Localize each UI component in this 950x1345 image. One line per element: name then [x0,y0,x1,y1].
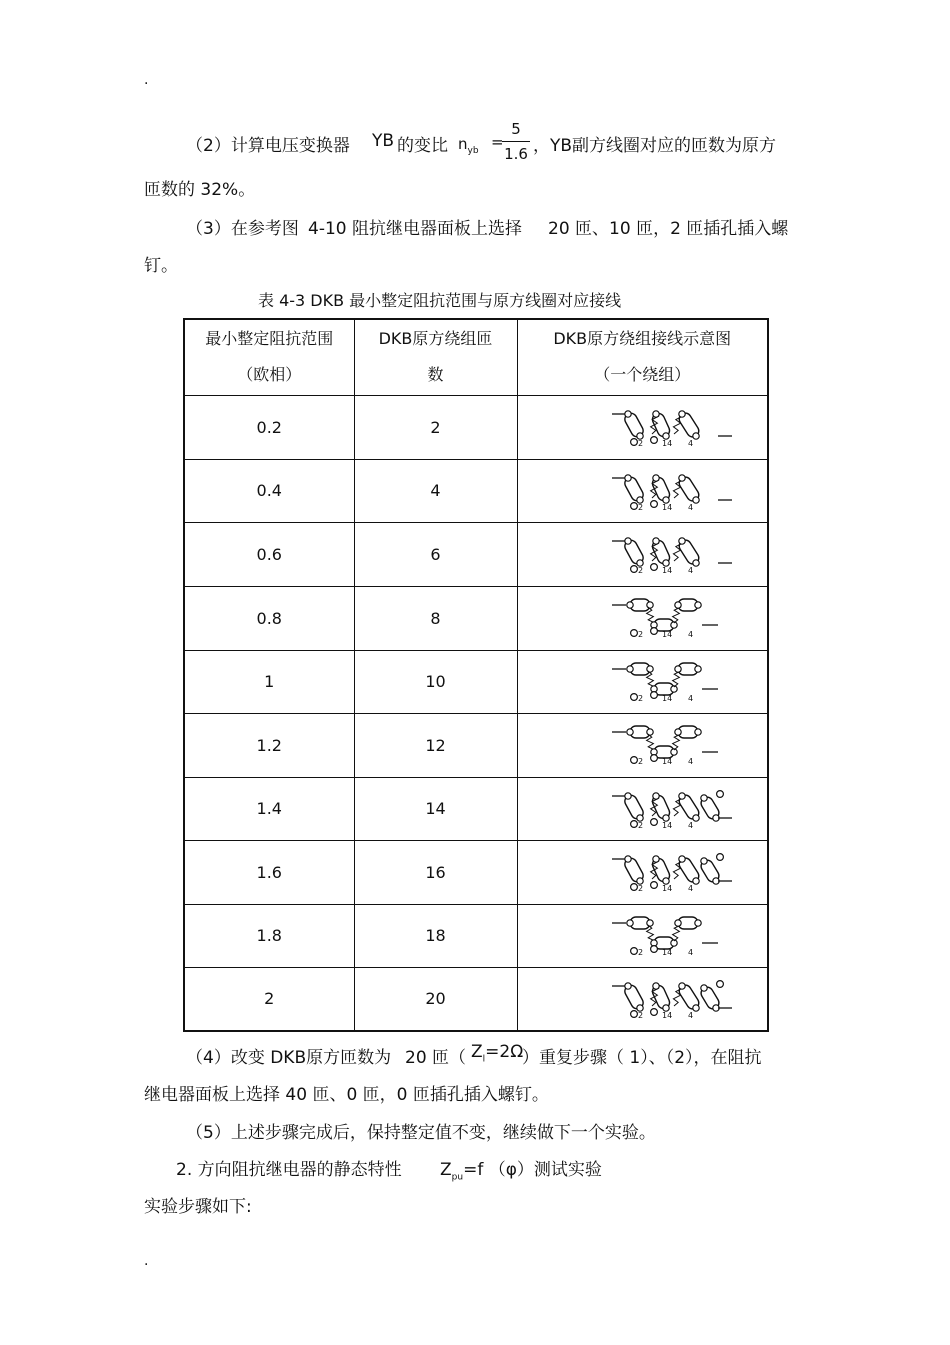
coil-mark [626,726,652,738]
para3-part-c: 20 匝、10 匝，2 匝插孔插入螺 [548,219,789,239]
tap-terminal [630,757,637,764]
tap-terminal [650,628,657,635]
wiring-diagram [608,468,738,514]
table-row [184,967,768,1031]
tap-label: 4 [687,566,693,575]
cell-range: 2 [184,967,354,1031]
tap-label: 2 [637,693,643,703]
tap-label: 14 [661,757,672,766]
tap-terminal [716,980,723,987]
section2-rest: =f （φ）测试实验 [463,1160,602,1180]
cell-wiring-diagram [517,967,768,1031]
tap-label: 14 [661,439,672,448]
table-body [184,395,768,1031]
cell-turns: 8 [354,586,517,650]
para4-part-a: （4）改变 DKB原方匝数为 [186,1048,392,1068]
tap-label: 14 [661,884,672,893]
cell-range: 1.4 [184,777,354,840]
para2-yb: YB [372,131,395,151]
cell-range: 0.4 [184,459,354,522]
para3-line2: 钉。 [144,256,178,276]
table-row [184,650,768,713]
tap-label: 2 [637,566,643,575]
tap-label: 14 [661,947,672,957]
section2-z: Z [440,1160,452,1180]
coil-mark [674,726,700,738]
fraction-denominator: 1.6 [504,145,528,163]
coil-mark [676,474,700,502]
wiring-diagram [608,595,738,641]
ratio-symbol [458,135,479,156]
ratio-fraction [502,120,530,166]
table-row [184,840,768,904]
coil-mark [698,985,720,1011]
cell-wiring-diagram [517,522,768,586]
coil-mark [674,917,700,929]
cell-turns: 6 [354,522,517,586]
cell-wiring-diagram [517,586,768,650]
tap-label: 2 [637,1010,643,1020]
coil-mark [676,411,700,439]
tap-terminal [716,854,723,861]
tap-terminal [716,790,723,797]
cell-turns: 20 [354,967,517,1031]
para3-part-b: 4-10 阻抗继电器面板上选择 [308,219,522,239]
cell-turns: 4 [354,459,517,522]
header-range-line2: （欧相） [237,365,302,385]
cell-turns: 2 [354,395,517,459]
header-diagram-line1: DKB原方绕组接线示意图 [553,329,732,349]
cell-turns: 12 [354,713,517,777]
tap-terminal [650,818,657,825]
table-header-row [184,319,768,395]
cell-wiring-diagram [517,777,768,840]
para4-line2: 继电器面板上选择 40 匝、0 匝，0 匝插孔插入螺钉。 [144,1085,549,1105]
tap-label: 4 [687,502,693,512]
coil-mark [676,856,700,884]
cell-range: 1 [184,650,354,713]
table-row [184,713,768,777]
cell-turns: 10 [354,650,517,713]
para4-part-b: 20 匝（ [405,1048,467,1068]
tap-terminal [650,691,657,698]
coil-mark [674,599,700,611]
coil-mark [622,792,645,820]
table-row [184,459,768,522]
wiring-diagram [608,913,738,959]
header-turns [354,319,517,395]
para2-prefix: （2）计算电压变换器 [186,136,350,156]
cell-wiring-diagram [517,395,768,459]
coil-mark [650,856,671,884]
coil-mark [676,538,700,566]
tap-terminal [630,502,637,509]
wiring-diagram [608,722,738,768]
impedance-table [183,318,769,1032]
table-caption: 表 4-3 DKB 最小整定阻抗范围与原方线圈对应接线 [258,291,622,310]
tap-terminal [630,566,637,573]
coil-mark [622,411,645,439]
cell-turns: 14 [354,777,517,840]
paragraph-5: （5）上述步骤完成后，保持整定值不变，继续做下一个实验。 [186,1123,656,1143]
para2-mid: 的变比 [397,136,448,156]
wiring-diagram [608,531,738,577]
cell-turns: 16 [354,840,517,904]
para4-part-c: ）重复步骤（ 1）、（2），在阻抗 [522,1048,762,1068]
tap-terminal [630,820,637,827]
ratio-n: n [458,135,468,153]
fraction-numerator: 5 [511,120,521,138]
tap-label: 4 [687,884,693,893]
tap-label: 4 [687,820,693,830]
header-diagram [517,319,768,395]
coil-mark [650,983,671,1011]
cell-wiring-diagram [517,713,768,777]
tap-terminal [650,882,657,889]
wiring-diagram [608,976,738,1022]
tap-label: 14 [661,820,672,830]
tap-label: 2 [637,947,643,957]
cell-range: 1.6 [184,840,354,904]
table-row [184,522,768,586]
para2-line2: 匝数的 32%。 [144,180,256,200]
header-turns-line2: 数 [427,365,444,385]
table-row [184,586,768,650]
coil-mark [626,599,652,611]
tap-terminal [650,755,657,762]
steps-intro: 实验步骤如下: [144,1197,252,1217]
para3-part-a: （3）在参考图 [186,219,299,239]
tap-label: 2 [637,757,643,766]
coil-mark [650,411,671,439]
tap-label: 2 [637,630,643,639]
tap-label: 2 [637,884,643,893]
tap-label: 14 [661,693,672,703]
table-row [184,904,768,967]
coil-mark [622,538,645,566]
coil-mark [622,983,645,1011]
tap-label: 2 [637,439,643,448]
tap-terminal [630,1010,637,1017]
coil-mark [698,858,720,884]
tap-label: 4 [687,630,693,639]
para2-suffix: ，YB副方线圈对应的匝数为原方 [533,136,777,156]
tap-label: 14 [661,502,672,512]
section2-zpu [440,1155,602,1182]
header-turns-line1: DKB原方绕组匝 [378,329,493,349]
tap-label: 2 [637,820,643,830]
tap-terminal [630,630,637,637]
wiring-diagram [608,659,738,705]
tap-label: 4 [687,439,693,448]
coil-mark [622,474,645,502]
coil-mark [650,538,671,566]
coil-mark [626,917,652,929]
tap-terminal [630,947,637,954]
tap-label: 4 [687,947,693,957]
tap-terminal [630,439,637,446]
table-row [184,777,768,840]
coil-mark [622,856,645,884]
impedance-z: Z [471,1042,483,1062]
cell-range: 0.6 [184,522,354,586]
cell-range: 1.2 [184,713,354,777]
cell-wiring-diagram [517,459,768,522]
tap-terminal [650,945,657,952]
ratio-n-sub: yb [467,146,479,156]
tap-label: 14 [661,630,672,639]
coil-mark [676,792,700,820]
tap-terminal [650,564,657,571]
section2-z-sub: pu [451,1172,464,1183]
header-diagram-line2: （一个绕组） [594,365,691,385]
coil-mark [650,474,671,502]
impedance-symbol [471,1042,523,1064]
tap-label: 4 [687,693,693,703]
coil-mark [650,792,671,820]
coil-mark [626,663,652,675]
wiring-diagram [608,849,738,895]
tap-label: 14 [661,566,672,575]
tap-terminal [630,884,637,891]
cell-wiring-diagram [517,904,768,967]
impedance-z-sub: l [482,1054,486,1065]
tap-terminal [650,500,657,507]
cell-range: 0.8 [184,586,354,650]
tap-terminal [650,437,657,444]
wiring-diagram [608,786,738,832]
header-range [184,319,354,395]
coil-mark [698,794,720,820]
tap-label: 2 [637,502,643,512]
coil-mark [674,663,700,675]
cell-wiring-diagram [517,840,768,904]
section2-title: 2. 方向阻抗继电器的静态特性 [176,1160,402,1180]
cell-range: 0.2 [184,395,354,459]
wiring-diagram [608,404,738,450]
tap-terminal [650,1008,657,1015]
tap-label: 4 [687,757,693,766]
impedance-value: =2Ω [485,1042,524,1062]
tap-label: 14 [661,1010,672,1020]
cell-wiring-diagram [517,650,768,713]
page-top-mark: . [144,72,149,88]
header-range-line1: 最小整定阻抗范围 [205,329,334,349]
cell-turns: 18 [354,904,517,967]
tap-terminal [630,693,637,700]
tap-label: 4 [687,1010,693,1020]
cell-range: 1.8 [184,904,354,967]
table-row [184,395,768,459]
coil-mark [676,983,700,1011]
page-bottom-mark: . [144,1253,149,1269]
ratio-equals: = [491,133,504,151]
